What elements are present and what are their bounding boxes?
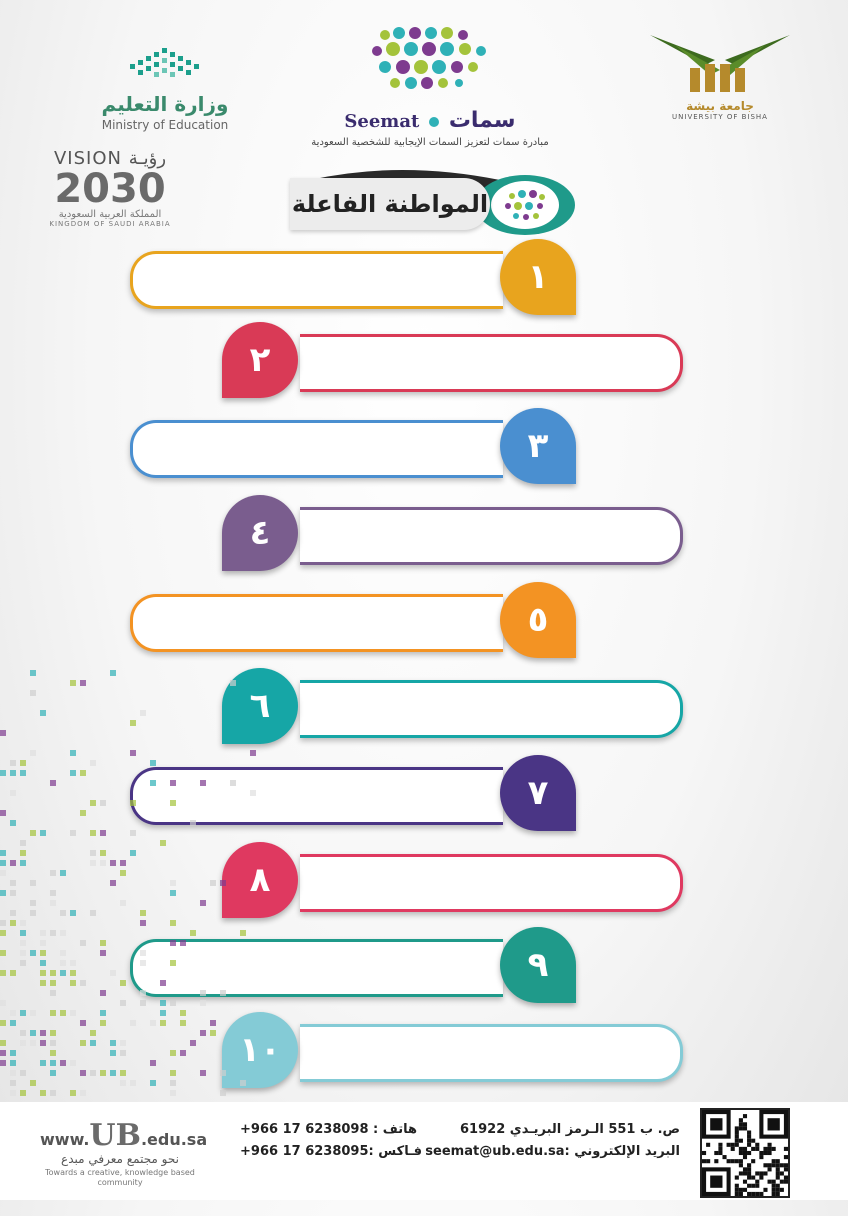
item-number-badge: ٦ <box>222 668 298 744</box>
item-number-badge: ٣ <box>500 408 576 484</box>
slogan-en: Towards a creative, knowledge based community <box>45 1168 195 1187</box>
moe-name-ar: وزارة التعليم <box>101 92 229 116</box>
bisha-palm-icon <box>645 30 795 95</box>
item-card <box>300 507 683 565</box>
item-number-badge: ٢ <box>222 322 298 398</box>
seemat-name-ar: سمات <box>448 108 516 133</box>
page-title: المواطنة الفاعلة <box>290 178 490 230</box>
po-box: ص. ب 551 الـرمز البريـدي 61922 <box>460 1122 680 1137</box>
item-number-badge: ١٠ <box>222 1012 298 1088</box>
seemat-name <box>300 108 560 133</box>
item-number-badge: ٥ <box>500 582 576 658</box>
vision-country-ar: المملكة العربية السعودية <box>58 209 162 220</box>
email-address[interactable]: البريد الإلكتروني :seemat@ub.edu.sa <box>425 1144 680 1159</box>
item-card <box>300 1024 683 1082</box>
vision-label: VISION رؤيـة <box>53 148 167 169</box>
moe-logo <box>95 28 235 132</box>
item-card <box>300 334 683 392</box>
item-card <box>300 680 683 738</box>
seemat-logo <box>300 25 560 148</box>
item-number-badge: ٧ <box>500 755 576 831</box>
university-of-bisha-logo <box>640 30 800 121</box>
decorative-dots-graphic <box>0 640 260 1100</box>
seemat-dots-icon <box>365 25 495 100</box>
vision-year: 2030 <box>54 166 166 212</box>
item-card <box>300 854 683 912</box>
ub-name-ar: جامعة بيشة <box>686 99 754 113</box>
site-mid: UB <box>89 1118 141 1153</box>
site-prefix: www. <box>40 1130 90 1149</box>
item-number-badge: ٩ <box>500 927 576 1003</box>
seemat-name-en: Seemat <box>344 111 420 132</box>
vision-country-en: KINGDOM OF SAUDI ARABIA <box>49 220 171 228</box>
fax-number: فـاكس :6238095 17 966+ <box>240 1144 423 1159</box>
seemat-subtitle: مبادرة سمات لتعزيز السمات الإيجابية للشخصية السعودية <box>311 137 549 148</box>
site-suffix: .edu.sa <box>140 1130 208 1149</box>
item-number-badge: ١ <box>500 239 576 315</box>
item-number-badge: ٨ <box>222 842 298 918</box>
item-card <box>130 251 503 309</box>
seemat-dot-icon <box>429 117 439 127</box>
moe-logo-mark-icon <box>120 28 210 88</box>
slogan-ar: نحو مجتمع معرفي مبدع <box>61 1152 179 1166</box>
item-number-badge: ٤ <box>222 495 298 571</box>
ub-name-en: UNIVERSITY OF BISHA <box>672 113 768 121</box>
vision-2030-logo <box>40 148 180 228</box>
phone-number: هاتف : 6238098 17 966+ <box>240 1122 418 1137</box>
university-website[interactable] <box>40 1118 207 1153</box>
item-card <box>130 420 503 478</box>
moe-name-en: Ministry of Education <box>101 118 229 132</box>
qr-code-icon <box>700 1108 790 1198</box>
